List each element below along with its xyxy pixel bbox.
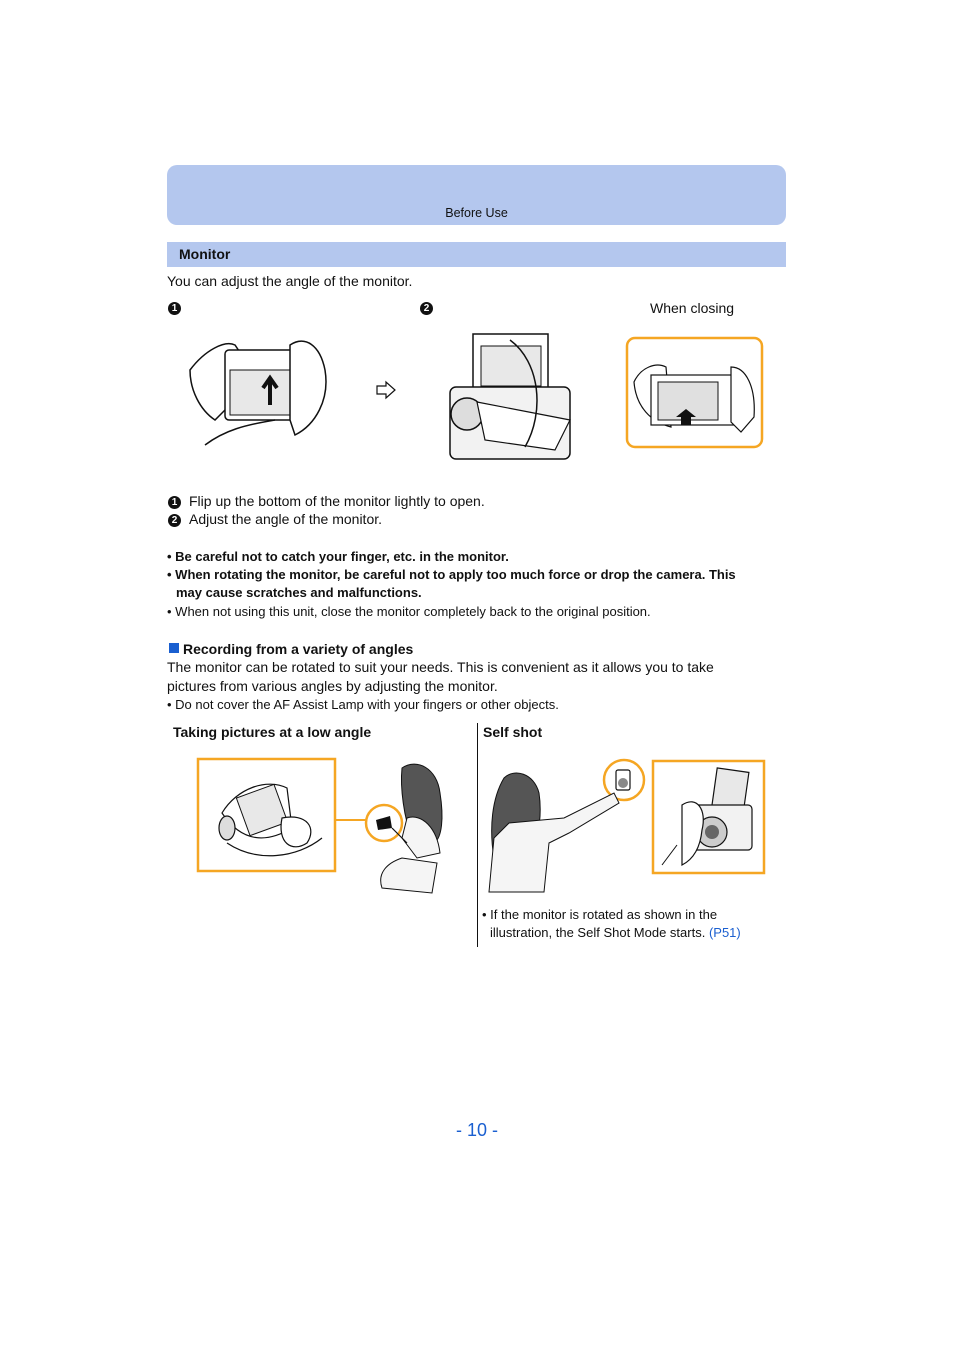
header-title: Before Use xyxy=(445,206,508,220)
intro-text: You can adjust the angle of the monitor. xyxy=(167,273,413,289)
column-divider xyxy=(477,723,478,947)
step2-list-marker: 2 xyxy=(168,514,181,527)
p51-link[interactable]: (P51) xyxy=(708,925,741,940)
self-shot-title: Self shot xyxy=(483,724,543,740)
section-bar xyxy=(167,242,786,267)
note-1: • Be careful not to catch your finger, etc. in the monitor. xyxy=(167,549,509,564)
self-shot-closeup-illustration xyxy=(652,760,766,875)
self-shot-note-line2: illustration, the Self Shot Mode starts. (P51) xyxy=(490,925,741,940)
note-2-line2: may cause scratches and malfunctions. xyxy=(176,585,422,600)
page-number: - 10 - xyxy=(455,1120,498,1140)
monitor-open-camera-illustration xyxy=(445,332,580,464)
note-2-line1: • When rotating the monitor, be careful not to apply too much force or drop the camera. This xyxy=(167,567,736,582)
next-arrow-icon xyxy=(376,382,396,398)
square-bullet-icon xyxy=(169,643,179,653)
low-angle-title: Taking pictures at a low angle xyxy=(173,724,372,740)
angles-heading: Recording from a variety of angles xyxy=(183,641,414,657)
note-3: • When not using this unit, close the monitor completely back to the original position. xyxy=(167,604,651,619)
self-shot-note-line1: • If the monitor is rotated as shown in the xyxy=(482,907,718,922)
step1-list-marker: 1 xyxy=(168,496,181,509)
crouching-person-illustration xyxy=(362,758,452,898)
low-angle-closeup-illustration xyxy=(197,758,337,873)
angles-paragraph-line2: pictures from various angles by adjusting the monitor. xyxy=(167,678,498,694)
section-title: Monitor xyxy=(179,246,231,262)
self-shot-person-illustration xyxy=(484,758,649,893)
when-closing-label: When closing xyxy=(650,300,735,316)
step2-text: Adjust the angle of the monitor. xyxy=(189,511,383,527)
step1-marker: 1 xyxy=(168,302,181,315)
step1-text: Flip up the bottom of the monitor lightly to open. xyxy=(189,493,485,509)
when-closing-illustration xyxy=(626,337,764,449)
angles-paragraph-line1: The monitor can be rotated to suit your needs. This is convenient as it allows you to take xyxy=(167,659,714,675)
step2-marker: 2 xyxy=(420,302,433,315)
angles-note: • Do not cover the AF Assist Lamp with your fingers or other objects. xyxy=(167,697,559,712)
flip-monitor-illustration xyxy=(185,330,335,450)
